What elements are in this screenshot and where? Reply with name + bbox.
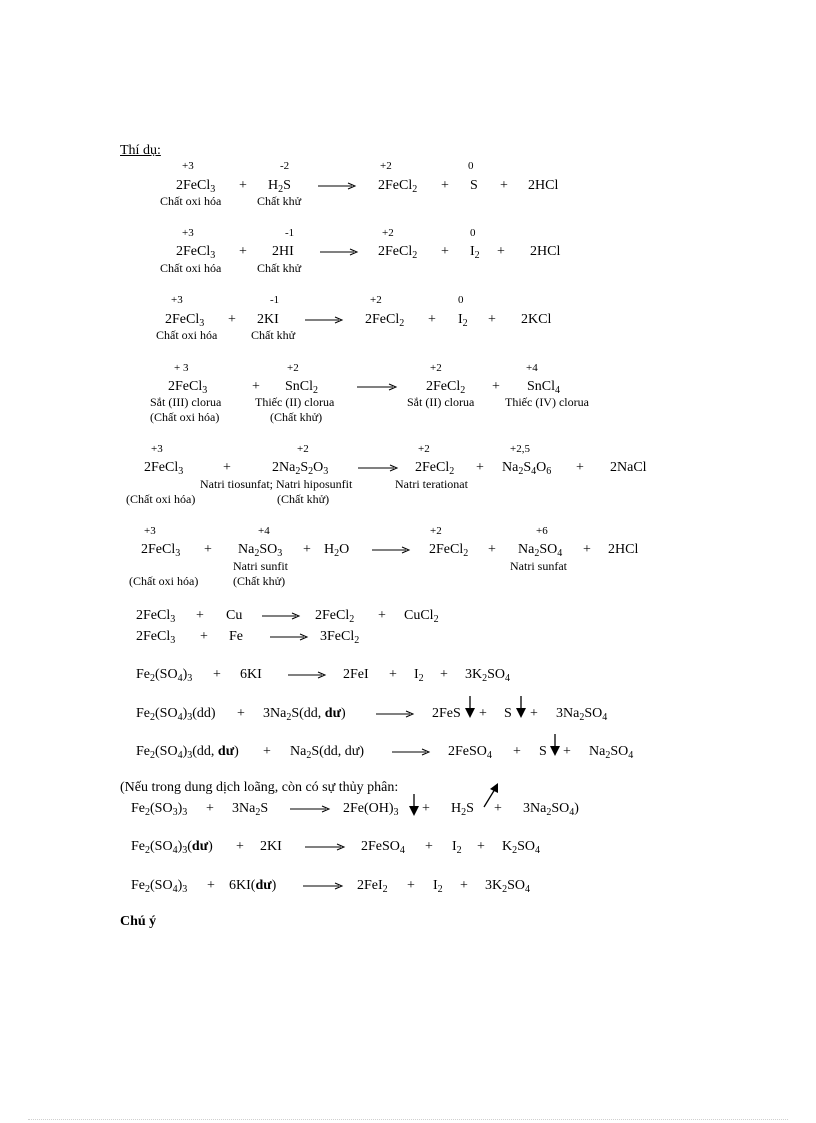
reaction-arrow bbox=[270, 632, 308, 642]
compound-name-label: Natri sunfit bbox=[233, 559, 288, 573]
plus-sign: + bbox=[389, 667, 397, 682]
plus-sign: + bbox=[207, 878, 215, 893]
oxidation-state: +2,5 bbox=[510, 443, 530, 455]
role-label: (Chất oxi hóa) bbox=[129, 574, 199, 588]
formula: 2HCl bbox=[530, 244, 561, 259]
plus-sign: + bbox=[441, 178, 449, 193]
oxidation-state: +2 bbox=[370, 294, 382, 306]
oxidation-state: +3 bbox=[182, 160, 194, 172]
plus-sign: + bbox=[425, 839, 433, 854]
reaction-arrow bbox=[305, 315, 343, 325]
example-heading: Thí dụ: bbox=[120, 143, 161, 158]
plus-sign: + bbox=[479, 706, 487, 721]
role-label: Chất oxi hóa bbox=[160, 261, 222, 275]
formula: 2FeI bbox=[343, 667, 369, 682]
role-label: Chất oxi hóa bbox=[156, 328, 218, 342]
formula: $3Na_2SO_4$) bbox=[523, 801, 579, 818]
formula: $I_2$ bbox=[433, 878, 443, 895]
formula: 2FeCl$_2$ bbox=[378, 244, 418, 261]
plus-sign: + bbox=[576, 460, 584, 475]
oxidation-state: 0 bbox=[458, 294, 464, 306]
role-label: (Chất oxi hóa) bbox=[150, 410, 220, 424]
formula: SnCl$_4$ bbox=[527, 379, 561, 396]
plus-sign: + bbox=[237, 706, 245, 721]
formula: SnCl$_2$ bbox=[285, 379, 319, 396]
oxidation-state: +3 bbox=[182, 227, 194, 239]
reaction-arrow bbox=[372, 545, 410, 555]
reaction-arrow bbox=[303, 881, 343, 891]
plus-sign: + bbox=[563, 744, 571, 759]
plus-sign: + bbox=[497, 244, 505, 259]
formula: $3K_2SO_4$ bbox=[465, 667, 511, 684]
formula: 2FeCl$_3$ bbox=[136, 629, 176, 646]
oxidation-state: -2 bbox=[280, 160, 290, 172]
oxidation-state: +3 bbox=[144, 525, 156, 537]
oxidation-state: +4 bbox=[258, 525, 270, 537]
role-label: Chất khử bbox=[257, 261, 302, 275]
formula: $3Na_2SO_4$ bbox=[556, 706, 608, 723]
plus-sign: + bbox=[239, 178, 247, 193]
reaction-arrow bbox=[290, 804, 330, 814]
reaction-arrow bbox=[376, 709, 414, 719]
formula: Cu bbox=[226, 608, 243, 623]
precipitate-arrow-icon bbox=[515, 696, 527, 720]
compound-name-label: Natri terationat bbox=[395, 477, 468, 491]
formula: $2Fe(OH)_3$ bbox=[343, 801, 399, 818]
formula: $Na_2S_4O_6$ bbox=[502, 460, 552, 477]
formula: $2Na_2S_2O_3$ bbox=[272, 460, 329, 477]
formula: 2FeCl$_2$ bbox=[415, 460, 455, 477]
formula: $3K_2SO_4$ bbox=[485, 878, 531, 895]
formula: 2FeSO$_4$ bbox=[361, 839, 405, 856]
plus-sign: + bbox=[252, 379, 260, 394]
plus-sign: + bbox=[583, 542, 591, 557]
formula: $I_2$ bbox=[452, 839, 462, 856]
formula: 2FeCl$_3$ bbox=[144, 460, 184, 477]
plus-sign: + bbox=[492, 379, 500, 394]
plus-sign: + bbox=[206, 801, 214, 816]
role-label: (Chất khử) bbox=[270, 410, 323, 424]
formula: $H_2O$ bbox=[324, 542, 350, 559]
oxidation-state: + 3 bbox=[174, 362, 189, 374]
page-bottom-border bbox=[28, 1119, 788, 1120]
formula: 2KI bbox=[257, 312, 279, 327]
oxidation-state: -1 bbox=[270, 294, 280, 306]
oxidation-state: +2 bbox=[297, 443, 309, 455]
plus-sign: + bbox=[422, 801, 430, 816]
formula: $3Na_2S(dd$, dư) bbox=[263, 706, 346, 723]
formula: S bbox=[470, 178, 478, 193]
formula: $Fe_2(SO_4)_3(dd)$ bbox=[136, 706, 216, 723]
formula: 2FeCl$_2$ bbox=[429, 542, 469, 559]
formula: $Na_2SO_3$ bbox=[238, 542, 283, 559]
plus-sign: + bbox=[196, 608, 204, 623]
role-label: (Chất khử) bbox=[277, 492, 330, 506]
oxidation-state: +6 bbox=[536, 525, 548, 537]
plus-sign: + bbox=[378, 608, 386, 623]
plus-sign: + bbox=[223, 460, 231, 475]
plus-sign: + bbox=[213, 667, 221, 682]
reaction-arrow bbox=[320, 247, 358, 257]
plus-sign: + bbox=[263, 744, 271, 759]
plus-sign: + bbox=[303, 542, 311, 557]
formula: $Na_2S(dd$, dư) bbox=[290, 744, 365, 761]
oxidation-state: +2 bbox=[382, 227, 394, 239]
formula: S bbox=[504, 706, 512, 721]
formula: 2KI bbox=[260, 839, 282, 854]
plus-sign: + bbox=[513, 744, 521, 759]
reaction-arrow bbox=[288, 670, 326, 680]
formula: 2FeCl$_2$ bbox=[426, 379, 466, 396]
formula: 2FeCl$_2$ bbox=[365, 312, 405, 329]
plus-sign: + bbox=[428, 312, 436, 327]
formula: 2HCl bbox=[528, 178, 559, 193]
compound-name-label: Thiếc (II) clorua bbox=[255, 395, 335, 409]
formula: 2FeCl$_3$ bbox=[136, 608, 176, 625]
formula: $Fe_2(SO_4)_3(dd$, dư) bbox=[136, 744, 239, 761]
formula: $Fe_2(SO_4)_3$ bbox=[136, 667, 193, 684]
formula: 2FeSO$_4$ bbox=[448, 744, 492, 761]
formula: 3FeCl$_2$ bbox=[320, 629, 360, 646]
oxidation-state: +2 bbox=[430, 362, 442, 374]
oxidation-state: 0 bbox=[470, 227, 476, 239]
plus-sign: + bbox=[460, 878, 468, 893]
formula: S bbox=[539, 744, 547, 759]
formula: $Fe_2(SO_4)_3$ bbox=[131, 878, 188, 895]
formula: 2FeCl$_2$ bbox=[315, 608, 355, 625]
formula: $I_2$ bbox=[458, 312, 468, 329]
plus-sign: + bbox=[204, 542, 212, 557]
note-heading: Chú ý bbox=[120, 914, 157, 929]
formula: 2KCl bbox=[521, 312, 552, 327]
formula: 2FeCl$_3$ bbox=[176, 178, 216, 195]
compound-name-label: Natri sunfat bbox=[510, 559, 567, 573]
reaction-arrow bbox=[358, 463, 398, 473]
oxidation-state: +3 bbox=[151, 443, 163, 455]
reaction-arrow bbox=[392, 747, 430, 757]
role-label: (Chất oxi hóa) bbox=[126, 492, 196, 506]
plus-sign: + bbox=[476, 460, 484, 475]
formula: 2HCl bbox=[608, 542, 639, 557]
formula: $H_2S$ bbox=[451, 801, 474, 818]
reaction-arrow bbox=[262, 611, 300, 621]
formula: $Fe_2(SO_3)_3$ bbox=[131, 801, 188, 818]
role-label: (Chất khử) bbox=[233, 574, 286, 588]
plus-sign: + bbox=[239, 244, 247, 259]
formula: $3Na_2S$ bbox=[232, 801, 269, 818]
plus-sign: + bbox=[477, 839, 485, 854]
formula: $Fe_2(SO_4)_3(dư)$ bbox=[131, 839, 213, 856]
formula: 2FeI$_2$ bbox=[357, 878, 388, 895]
plus-sign: + bbox=[200, 629, 208, 644]
role-label: Chất oxi hóa bbox=[160, 194, 222, 208]
formula: $I_2$ bbox=[414, 667, 424, 684]
precipitate-arrow-icon bbox=[549, 734, 561, 758]
formula: 2FeCl$_3$ bbox=[165, 312, 205, 329]
plus-sign: + bbox=[488, 312, 496, 327]
oxidation-state: +2 bbox=[418, 443, 430, 455]
oxidation-state: 0 bbox=[468, 160, 474, 172]
formula: 2FeCl$_3$ bbox=[141, 542, 181, 559]
formula: $H_2S$ bbox=[268, 178, 291, 195]
formula: $I_2$ bbox=[470, 244, 480, 261]
plus-sign: + bbox=[440, 667, 448, 682]
formula: 2FeCl$_3$ bbox=[168, 379, 208, 396]
formula: 2FeCl$_3$ bbox=[176, 244, 216, 261]
oxidation-state: +3 bbox=[171, 294, 183, 306]
compound-name-label: Sắt (III) clorua bbox=[150, 395, 222, 409]
formula: Fe bbox=[229, 629, 243, 644]
formula: CuCl$_2$ bbox=[404, 608, 439, 625]
plus-sign: + bbox=[236, 839, 244, 854]
oxidation-state: +2 bbox=[430, 525, 442, 537]
formula: 6KI bbox=[240, 667, 262, 682]
precipitate-arrow-icon bbox=[464, 696, 476, 720]
plus-sign: + bbox=[228, 312, 236, 327]
formula: 6KI(dư) bbox=[229, 878, 277, 893]
compound-name-label: Thiếc (IV) clorua bbox=[505, 395, 589, 409]
formula: 2FeCl$_2$ bbox=[378, 178, 418, 195]
reaction-arrow bbox=[318, 181, 356, 191]
oxidation-state: +2 bbox=[380, 160, 392, 172]
formula: $Na_2SO_4$ bbox=[518, 542, 563, 559]
formula: 2NaCl bbox=[610, 460, 647, 475]
oxidation-state: +2 bbox=[287, 362, 299, 374]
plus-sign: + bbox=[530, 706, 538, 721]
oxidation-state: +4 bbox=[526, 362, 538, 374]
plus-sign: + bbox=[494, 801, 502, 816]
role-label: Chất khử bbox=[251, 328, 296, 342]
compound-name-label: Natri tiosunfat; Natri hiposunfit bbox=[200, 477, 353, 491]
plus-sign: + bbox=[407, 878, 415, 893]
compound-name-label: Sắt (II) clorua bbox=[407, 395, 475, 409]
formula: 2HI bbox=[272, 244, 294, 259]
plus-sign: + bbox=[441, 244, 449, 259]
oxidation-state: -1 bbox=[285, 227, 295, 239]
formula: 2FeS bbox=[432, 706, 461, 721]
formula: $K_2SO_4$ bbox=[502, 839, 541, 856]
plus-sign: + bbox=[500, 178, 508, 193]
hydrolysis-note: (Nếu trong dung dịch loãng, còn có sự thủy phân: bbox=[120, 780, 399, 795]
reaction-arrow bbox=[357, 382, 397, 392]
precipitate-arrow-icon bbox=[408, 794, 420, 818]
formula: $Na_2SO_4$ bbox=[589, 744, 634, 761]
plus-sign: + bbox=[488, 542, 496, 557]
reaction-arrow bbox=[305, 842, 345, 852]
role-label: Chất khử bbox=[257, 194, 302, 208]
